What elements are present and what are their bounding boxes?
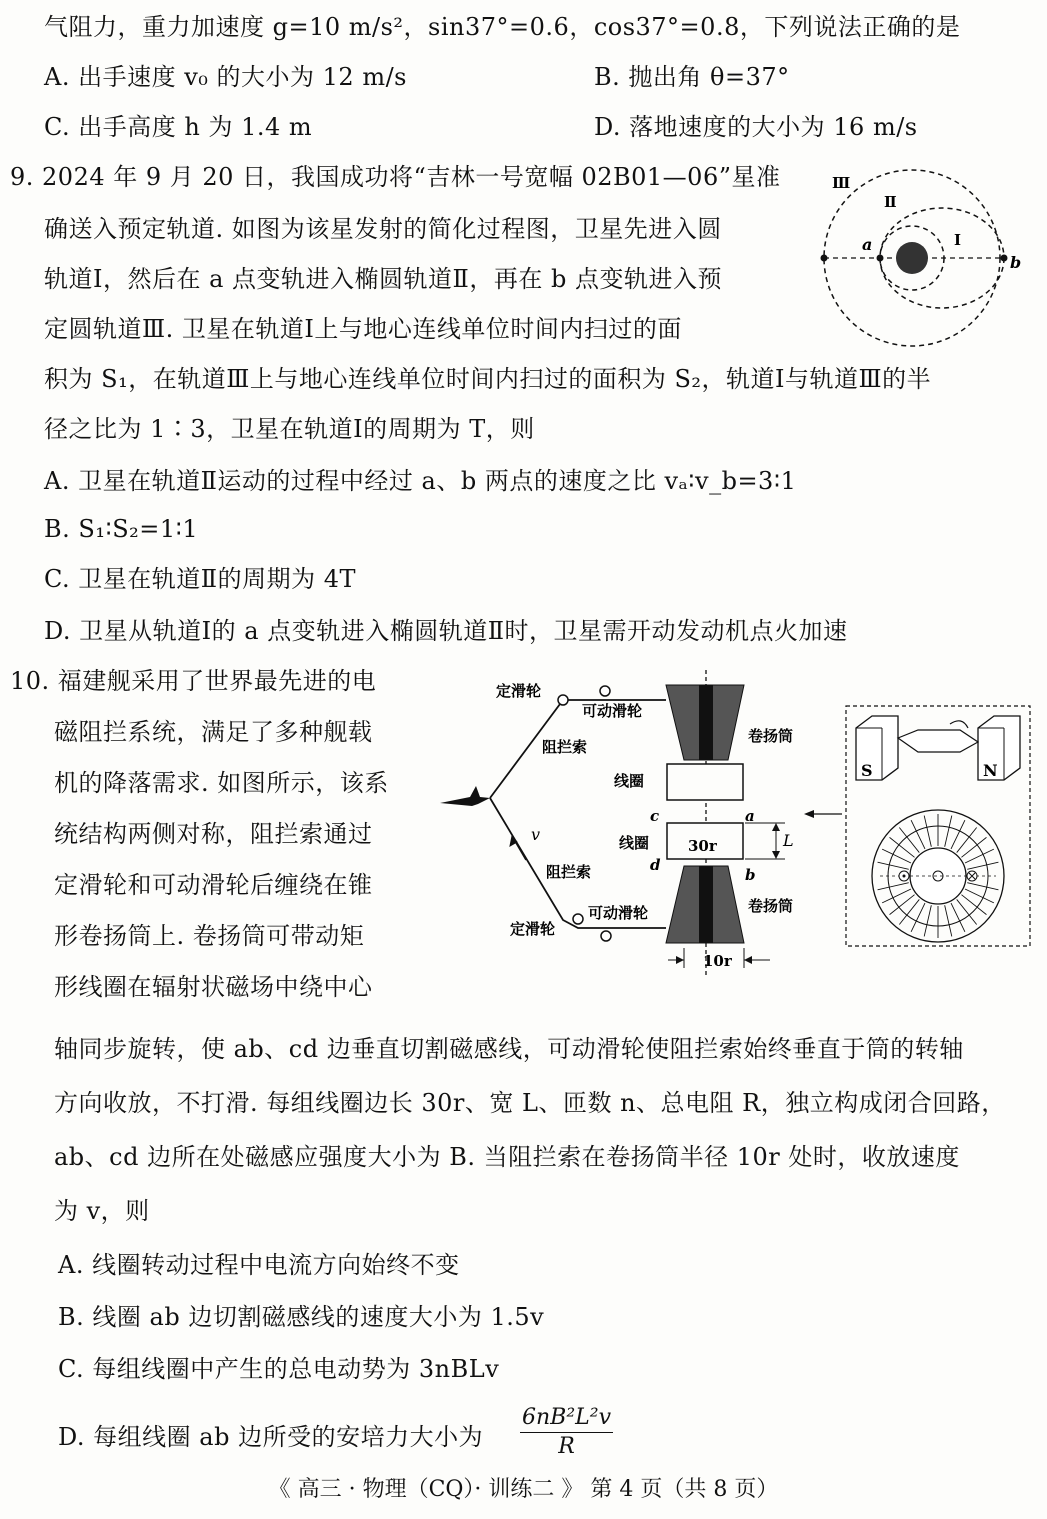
q10-option-d: D. 每组线圈 ab 边所受的安培力大小为 bbox=[58, 1423, 484, 1451]
q10-stem-line: 定滑轮和可动滑轮后缠绕在锥 bbox=[54, 871, 373, 899]
q10-option-a: A. 线圈转动过程中电流方向始终不变 bbox=[58, 1251, 460, 1279]
q8-option-c: C. 出手高度 h 为 1.4 m bbox=[44, 113, 313, 141]
label-b: b bbox=[1010, 253, 1022, 272]
magnet-s-label: S bbox=[861, 761, 873, 780]
q9-option-a: A. 卫星在轨道Ⅱ运动的过程中经过 a、b 两点的速度之比 vₐ∶v_b=3∶1 bbox=[44, 467, 797, 495]
movable-pulley-top-label: 可动滑轮 bbox=[582, 702, 643, 720]
cable-bottom-label: 阻拦索 bbox=[546, 863, 592, 881]
velocity-arrow-head bbox=[510, 836, 517, 846]
q10-stem-line: 10. 福建舰采用了世界最先进的电 bbox=[10, 667, 377, 695]
q9-stem-line: 定圆轨道Ⅲ. 卫星在轨道Ⅰ上与地心连线单位时间内扫过的面 bbox=[44, 315, 682, 343]
magnet-n-label: N bbox=[983, 761, 998, 780]
q9-stem-line: 9. 2024 年 9 月 20 日，我国成功将“吉林一号宽幅 02B01—06”星准 bbox=[10, 163, 781, 191]
coil-top-label: 线圈 bbox=[614, 772, 645, 790]
movable-pulley-bottom-label: 可动滑轮 bbox=[588, 904, 649, 922]
q10-stem-line: 统结构两侧对称，阻拦索通过 bbox=[54, 820, 373, 848]
corner-a-label: a bbox=[745, 807, 755, 825]
fraction-denominator: R bbox=[558, 1434, 575, 1459]
q10-stem-line: 方向收放，不打滑. 每组线圈边长 30r、宽 L、匝数 n、总电阻 R，独立构成闭合回路， bbox=[54, 1089, 1006, 1117]
fraction bbox=[520, 1404, 613, 1461]
field-line bbox=[945, 816, 952, 847]
q10-stem-line: ab、cd 边所在处磁感应强度大小为 B. 当阻拦索在卷扬筒半径 10r 处时，收放速度 bbox=[54, 1143, 960, 1171]
coil-mid-label: 线圈 bbox=[619, 834, 650, 852]
current-out-dot bbox=[903, 875, 906, 878]
q10-option-b: B. 线圈 ab 边切割磁感线的速度大小为 1.5v bbox=[58, 1303, 545, 1331]
aircraft bbox=[440, 786, 490, 806]
cable-top-label: 阻拦索 bbox=[542, 738, 588, 756]
orbit-diagram bbox=[815, 165, 1040, 350]
field-line bbox=[924, 905, 931, 936]
q9-option-d: D. 卫星从轨道Ⅰ的 a 点变轨进入椭圆轨道Ⅱ时，卫星需开动发动机点火加速 bbox=[44, 617, 848, 645]
length-L-label: L bbox=[783, 831, 794, 850]
q10-stem-line: 为 v，则 bbox=[54, 1197, 150, 1225]
q10-stem-line: 磁阻拦系统，满足了多种舰载 bbox=[54, 718, 373, 746]
fixed-pulley-top-label: 定滑轮 bbox=[496, 682, 542, 700]
arrester-diagram bbox=[435, 668, 1035, 978]
q8-option-b: B. 抛出角 θ=37° bbox=[594, 63, 790, 91]
movable-pulley-top bbox=[600, 686, 610, 696]
corner-d-label: d bbox=[650, 856, 661, 874]
drum-top-core bbox=[699, 685, 713, 760]
q8-option-d: D. 落地速度的大小为 16 m/s bbox=[594, 113, 918, 141]
q10-option-c: C. 每组线圈中产生的总电动势为 3nBLv bbox=[58, 1355, 500, 1383]
rotation-arrow bbox=[950, 721, 968, 728]
drum-bottom-label: 卷扬筒 bbox=[748, 897, 794, 915]
label-a: a bbox=[862, 235, 873, 254]
movable-pulley-bottom bbox=[601, 931, 611, 941]
drum-bottom-core bbox=[699, 866, 713, 943]
coil-top bbox=[667, 764, 743, 800]
q8-text-line: 气阻力，重力加速度 g=10 m/s²，sin37°=0.6，cos37°=0.8，下列说法正确的是 bbox=[44, 13, 961, 41]
length-30r-label: 30r bbox=[688, 837, 717, 855]
page-footer: 《 高三 · 物理（CQ）· 训练二 》 第 4 页（共 8 页） bbox=[268, 1477, 779, 1502]
field-line bbox=[878, 883, 909, 890]
length-10r-label: 10r bbox=[703, 952, 732, 970]
field-line bbox=[878, 862, 909, 869]
earth bbox=[896, 242, 928, 274]
q10-stem-line: 形线圈在辐射状磁场中绕中心 bbox=[54, 973, 373, 1001]
drum-top-label: 卷扬筒 bbox=[748, 727, 794, 745]
label-I: Ⅰ bbox=[954, 231, 962, 249]
q8-option-a: A. 出手速度 v₀ 的大小为 12 m/s bbox=[44, 63, 407, 91]
q10-stem-line: 轴同步旋转，使 ab、cd 边垂直切割磁感线，可动滑轮使阻拦索始终垂直于筒的转轴 bbox=[54, 1035, 964, 1063]
label-II: Ⅱ bbox=[884, 193, 897, 211]
rotating-coil bbox=[898, 730, 978, 752]
point-left bbox=[821, 255, 828, 262]
q9-stem-line: 确送入预定轨道. 如图为该星发射的简化过程图，卫星先进入圆 bbox=[44, 215, 722, 243]
q10-stem-line: 机的降落需求. 如图所示，该系 bbox=[54, 769, 389, 797]
field-line bbox=[967, 862, 998, 869]
field-line bbox=[945, 905, 952, 936]
label-III: Ⅲ bbox=[832, 174, 851, 192]
fixed-pulley-top bbox=[558, 695, 568, 705]
q9-stem-line: 积为 S₁，在轨道Ⅲ上与地心连线单位时间内扫过的面积为 S₂，轨道Ⅰ与轨道Ⅲ的半 bbox=[44, 365, 932, 393]
point-a bbox=[877, 255, 884, 262]
fixed-pulley-bottom-label: 定滑轮 bbox=[510, 920, 556, 938]
field-line bbox=[967, 883, 998, 890]
corner-b-label: b bbox=[745, 866, 756, 884]
velocity-label: v bbox=[531, 825, 541, 844]
q10-stem-line: 形卷扬筒上. 卷扬筒可带动矩 bbox=[54, 922, 365, 950]
q9-option-c: C. 卫星在轨道Ⅱ的周期为 4T bbox=[44, 565, 356, 593]
corner-c-label: c bbox=[650, 807, 660, 825]
field-line bbox=[924, 816, 931, 847]
inset-pointer-head bbox=[804, 810, 814, 818]
point-b bbox=[1001, 255, 1008, 262]
q9-stem-line: 径之比为 1∶3，卫星在轨道Ⅰ的周期为 T，则 bbox=[44, 415, 535, 443]
q9-stem-line: 轨道Ⅰ，然后在 a 点变轨进入椭圆轨道Ⅱ，再在 b 点变轨进入预 bbox=[44, 265, 722, 293]
fraction-numerator: 6nB²L²v bbox=[520, 1404, 613, 1433]
fixed-pulley-bottom bbox=[573, 914, 583, 924]
q9-option-b: B. S₁∶S₂=1∶1 bbox=[44, 515, 199, 543]
